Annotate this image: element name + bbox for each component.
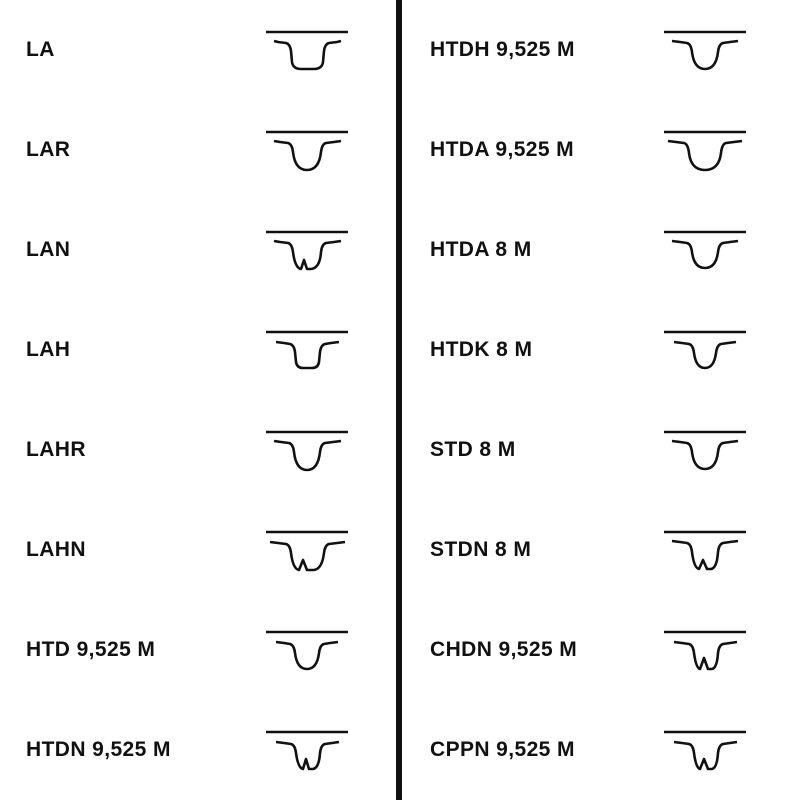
profile-row <box>0 500 396 600</box>
profile-label: STD 8 M <box>430 438 516 461</box>
profile-row <box>402 600 800 700</box>
profile-row <box>402 400 800 500</box>
profile-row <box>0 700 396 800</box>
profile-label: HTDA 8 M <box>430 238 532 261</box>
tooth-profile-icon <box>264 722 350 778</box>
profile-row <box>0 100 396 200</box>
profile-label: HTDH 9,525 M <box>430 38 575 61</box>
profile-row <box>0 400 396 500</box>
profile-row <box>0 200 396 300</box>
profile-label: LAH <box>26 338 71 361</box>
tooth-profile-icon <box>264 322 350 378</box>
left-column <box>0 0 396 800</box>
profile-label: CHDN 9,525 M <box>430 638 578 661</box>
tooth-profile-icon <box>662 122 748 178</box>
tooth-profile-icon <box>662 622 748 678</box>
tooth-profile-icon <box>662 722 748 778</box>
tooth-profile-icon <box>264 222 350 278</box>
tooth-profile-icon <box>662 522 748 578</box>
profile-row <box>402 300 800 400</box>
profile-label: LAHR <box>26 438 86 461</box>
profile-row <box>0 0 396 100</box>
tooth-profile-icon <box>264 22 350 78</box>
tooth-profile-icon <box>264 622 350 678</box>
profile-row <box>0 300 396 400</box>
profile-label: LA <box>26 38 55 61</box>
right-column <box>402 0 800 800</box>
tooth-profile-icon <box>264 522 350 578</box>
profile-label: STDN 8 M <box>430 538 532 561</box>
profile-label: LAN <box>26 238 71 261</box>
profile-label: LAR <box>26 138 71 161</box>
tooth-profile-icon <box>662 422 748 478</box>
profile-label: HTD 9,525 M <box>26 638 156 661</box>
profile-row <box>402 100 800 200</box>
profile-label: LAHN <box>26 538 86 561</box>
tooth-profile-icon <box>662 322 748 378</box>
profile-row <box>402 700 800 800</box>
profile-row <box>402 500 800 600</box>
tooth-profile-icon <box>662 222 748 278</box>
profile-row <box>402 0 800 100</box>
profile-label: HTDN 9,525 M <box>26 738 171 761</box>
tooth-profile-icon <box>662 22 748 78</box>
profile-row <box>0 600 396 700</box>
profile-label: HTDK 8 M <box>430 338 533 361</box>
tooth-profile-icon <box>264 122 350 178</box>
tooth-profile-icon <box>264 422 350 478</box>
profile-label: CPPN 9,525 M <box>430 738 575 761</box>
profile-row <box>402 200 800 300</box>
profile-label: HTDA 9,525 M <box>430 138 575 161</box>
